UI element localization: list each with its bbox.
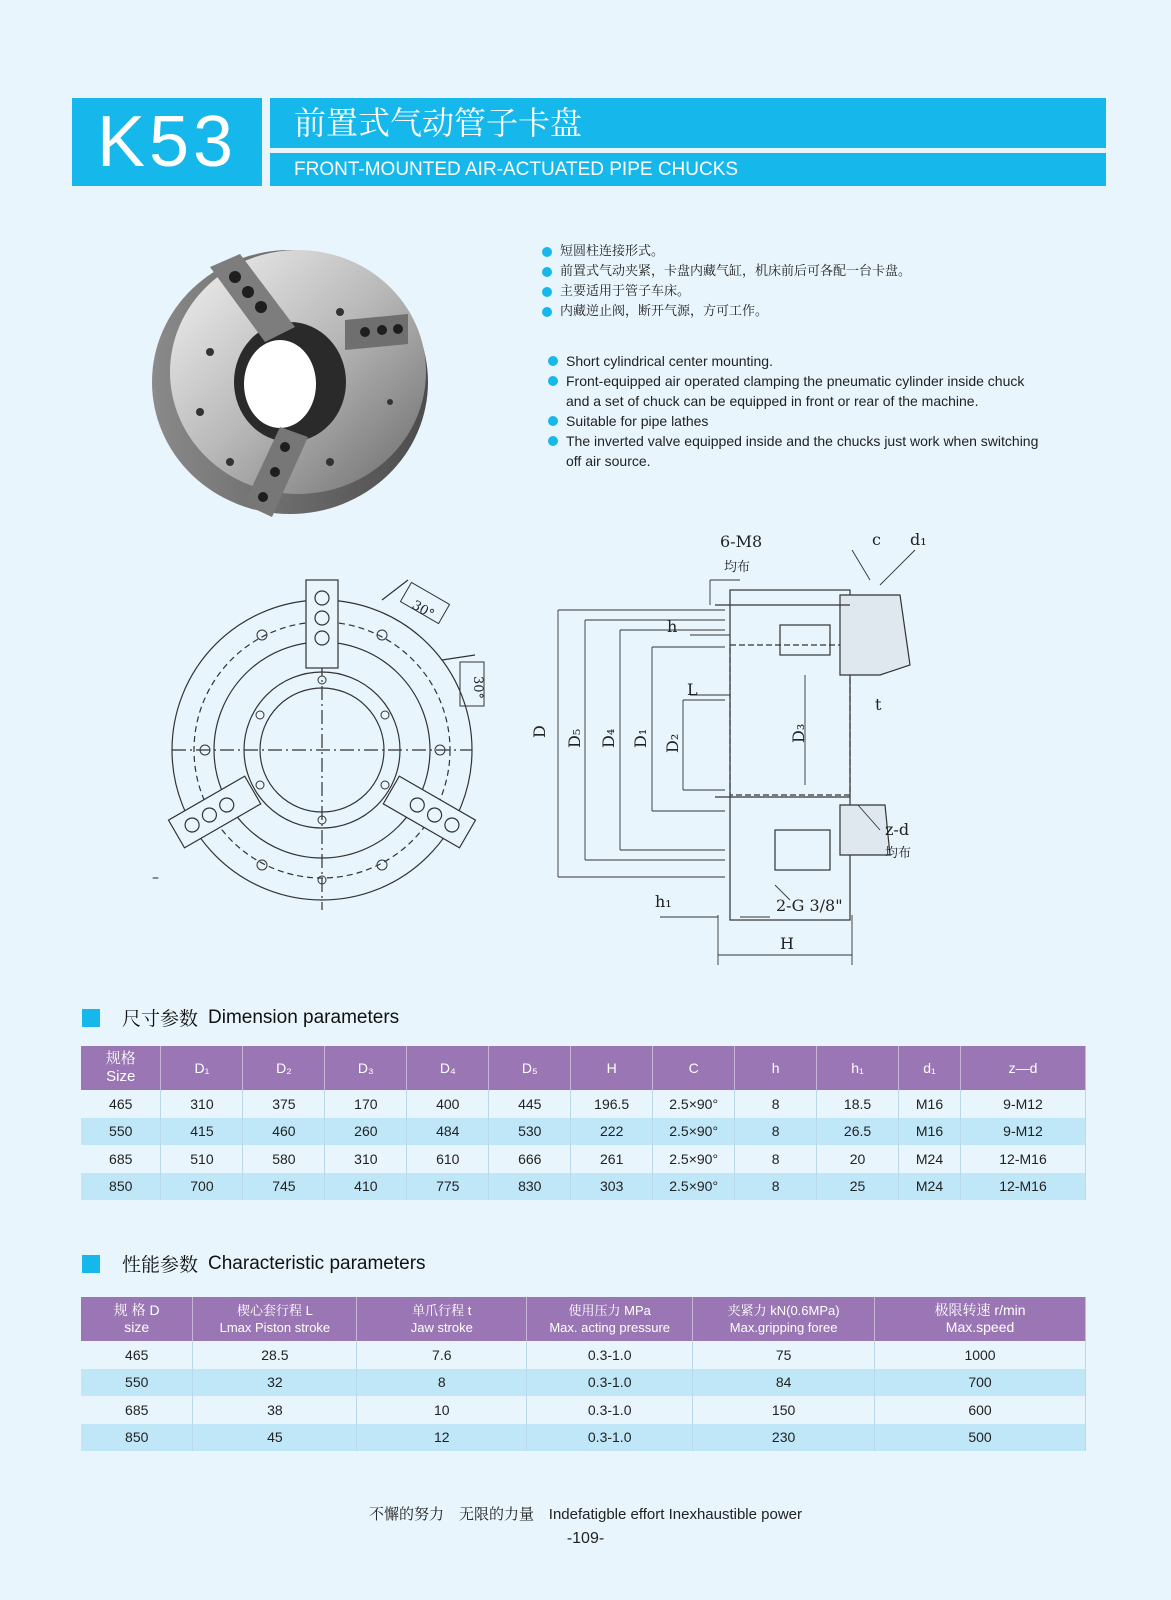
col-header (357, 1297, 527, 1341)
side-section-drawing (530, 530, 960, 980)
m8-label: 6-M8 (720, 532, 763, 551)
table-cell: 484 (407, 1118, 489, 1146)
table-cell: 530 (489, 1118, 571, 1146)
footer-slogan (0, 1503, 1171, 1524)
col-header: D₅ (489, 1046, 571, 1090)
col-header: z—d (961, 1046, 1086, 1090)
features-en-list (546, 351, 1046, 471)
D1-label: D₁ (631, 728, 650, 748)
col-header (693, 1297, 875, 1341)
characteristic-title-cn: 性能参数 (122, 1254, 199, 1276)
table-cell: 550 (81, 1369, 193, 1397)
col-header-cn: 规 格 D (113, 1302, 160, 1318)
col-header: 规格 Size (81, 1046, 161, 1090)
table-cell: 685 (81, 1145, 161, 1173)
table-cell: 2.5×90° (653, 1118, 735, 1146)
zd-note: 均布 (885, 846, 912, 861)
table-cell: 666 (489, 1145, 571, 1173)
table-cell: 150 (693, 1396, 875, 1424)
dimension-body (81, 1090, 1086, 1200)
table-cell: 8 (735, 1090, 817, 1118)
col-header-en: Max. acting pressure (549, 1320, 671, 1335)
table-cell: 550 (81, 1118, 161, 1146)
dimension-heading (82, 1004, 399, 1031)
section-marker (82, 1009, 100, 1027)
zd-label: z-d (885, 820, 910, 839)
table-cell: 8 (357, 1369, 527, 1397)
feature-cn-item: 主要适用于管子车床。 (540, 282, 1100, 302)
table-cell: 12-M16 (961, 1145, 1086, 1173)
feature-en-item: Short cylindrical center mounting. (546, 351, 1046, 371)
table-cell: 10 (357, 1396, 527, 1424)
col-header-cn: 楔心套行程 L (236, 1303, 313, 1318)
dimension-table (81, 1046, 1086, 1200)
table-cell: 170 (325, 1090, 407, 1118)
dash-mark: – (152, 870, 159, 886)
table-cell: M24 (899, 1173, 961, 1201)
col-header-cn: 单爪行程 t (412, 1303, 472, 1318)
table-cell: 850 (81, 1424, 193, 1452)
table-cell: 600 (875, 1396, 1086, 1424)
table-cell: 610 (407, 1145, 489, 1173)
table-cell: 0.3-1.0 (527, 1341, 693, 1369)
slogan-cn: 不懈的努力 无限的力量 (368, 1505, 534, 1523)
table-cell: 28.5 (193, 1341, 357, 1369)
table-cell: 700 (875, 1369, 1086, 1397)
table-cell: 261 (571, 1145, 653, 1173)
table-cell: 18.5 (817, 1090, 899, 1118)
table-row (81, 1090, 1086, 1118)
angle-label: 30° (409, 597, 437, 623)
H-label: H (780, 934, 794, 953)
table-cell: 465 (81, 1341, 193, 1369)
col-header: H (571, 1046, 653, 1090)
table-row (81, 1424, 1086, 1452)
angle-label: 30° (470, 676, 485, 700)
table-cell: 45 (193, 1424, 357, 1452)
col-header: d₁ (899, 1046, 961, 1090)
table-cell: 196.5 (571, 1090, 653, 1118)
table-cell: 32 (193, 1369, 357, 1397)
col-header-en: Jaw stroke (410, 1320, 473, 1335)
col-header (81, 1297, 193, 1341)
characteristic-header-row (81, 1297, 1086, 1341)
h-label: h (667, 617, 678, 636)
table-cell: 222 (571, 1118, 653, 1146)
t-label: t (875, 695, 882, 714)
table-cell: 2.5×90° (653, 1090, 735, 1118)
table-row (81, 1341, 1086, 1369)
col-header-en: Max.speed (945, 1319, 1015, 1335)
col-header-cn: 使用压力 MPa (568, 1303, 651, 1318)
dimension-header-row (81, 1046, 1086, 1090)
table-cell: 1000 (875, 1341, 1086, 1369)
table-row (81, 1173, 1086, 1201)
table-cell: 580 (243, 1145, 325, 1173)
characteristic-table (81, 1297, 1086, 1451)
table-cell: 400 (407, 1090, 489, 1118)
col-header: h (735, 1046, 817, 1090)
table-cell: 850 (81, 1173, 161, 1201)
feature-en-item: The inverted valve equipped inside and the chucks just work when switching off air source. (546, 431, 1046, 471)
table-cell: 12-M16 (961, 1173, 1086, 1201)
product-code: K53 (72, 98, 262, 186)
table-cell: 415 (161, 1118, 243, 1146)
table-cell: 303 (571, 1173, 653, 1201)
col-header-cn: 极限转速 r/min (934, 1302, 1026, 1318)
D3-label: D₃ (789, 723, 808, 743)
page-number: -109- (566, 1530, 605, 1547)
table-cell: 0.3-1.0 (527, 1396, 693, 1424)
front-view-drawing (150, 580, 520, 900)
feature-en-item: Suitable for pipe lathes (546, 411, 1046, 431)
col-header (875, 1297, 1086, 1341)
table-row (81, 1369, 1086, 1397)
D4-label: D₄ (599, 728, 618, 748)
table-cell: 745 (243, 1173, 325, 1201)
D2-label: D₂ (663, 733, 682, 753)
table-cell: 410 (325, 1173, 407, 1201)
table-cell: M16 (899, 1090, 961, 1118)
col-header: D₄ (407, 1046, 489, 1090)
table-cell: 26.5 (817, 1118, 899, 1146)
feature-cn-item: 短圆柱连接形式。 (540, 242, 1100, 262)
table-cell: 8 (735, 1173, 817, 1201)
table-cell: M24 (899, 1145, 961, 1173)
characteristic-body (81, 1341, 1086, 1451)
table-row (81, 1118, 1086, 1146)
col-header-cn: 夹紧力 kN(0.6MPa) (727, 1303, 840, 1318)
table-cell: 7.6 (357, 1341, 527, 1369)
features-cn-list (540, 242, 1100, 322)
L-label: L (687, 680, 698, 699)
table-cell: 75 (693, 1341, 875, 1369)
h1-label: h₁ (655, 892, 672, 911)
table-row (81, 1145, 1086, 1173)
table-cell: 0.3-1.0 (527, 1369, 693, 1397)
col-header: C (653, 1046, 735, 1090)
table-cell: 310 (161, 1090, 243, 1118)
table-cell: 38 (193, 1396, 357, 1424)
table-cell: 500 (875, 1424, 1086, 1452)
table-cell: 8 (735, 1118, 817, 1146)
characteristic-title-en: Characteristic parameters (208, 1252, 426, 1274)
table-cell: 465 (81, 1090, 161, 1118)
feature-cn-item: 前置式气动夹紧，卡盘内藏气缸，机床前后可各配一台卡盘。 (540, 262, 1100, 282)
table-cell: 84 (693, 1369, 875, 1397)
dimension-title-en: Dimension parameters (208, 1006, 400, 1028)
g-label: 2-G 3/8" (776, 896, 843, 915)
col-header-en: Lmax Piston stroke (219, 1320, 331, 1335)
table-cell: 0.3-1.0 (527, 1424, 693, 1452)
characteristic-heading (82, 1250, 426, 1277)
table-cell: 700 (161, 1173, 243, 1201)
col-header-en: Max.gripping foree (729, 1320, 838, 1335)
table-cell: 8 (735, 1145, 817, 1173)
table-cell: 9-M12 (961, 1118, 1086, 1146)
d1-label: d₁ (910, 530, 927, 549)
D5-label: D₅ (565, 728, 584, 748)
slogan-en: Indefatigble effort Inexhaustible power (548, 1506, 803, 1523)
title-en: FRONT-MOUNTED AIR-ACTUATED PIPE CHUCKS (270, 153, 1106, 186)
c-label: c (872, 530, 881, 549)
table-cell: 445 (489, 1090, 571, 1118)
col-header: h₁ (817, 1046, 899, 1090)
col-header (527, 1297, 693, 1341)
col-header-en: size (124, 1319, 150, 1335)
table-cell: 685 (81, 1396, 193, 1424)
col-header (193, 1297, 357, 1341)
feature-cn-item: 内藏逆止阀，断开气源，方可工作。 (540, 302, 1100, 322)
table-cell: 12 (357, 1424, 527, 1452)
table-cell: 775 (407, 1173, 489, 1201)
m8-note: 均布 (724, 560, 751, 575)
col-header: D₁ (161, 1046, 243, 1090)
table-cell: 9-M12 (961, 1090, 1086, 1118)
section-marker (82, 1255, 100, 1273)
table-cell: 2.5×90° (653, 1173, 735, 1201)
title-cn: 前置式气动管子卡盘 (270, 98, 1106, 148)
feature-en-item: Front-equipped air operated clamping the pneumatic cylinder inside chuck and a set of chuck can be equipped in front or rear of the machine. (546, 371, 1046, 411)
col-header: D₂ (243, 1046, 325, 1090)
table-cell: 375 (243, 1090, 325, 1118)
table-cell: 25 (817, 1173, 899, 1201)
dimension-title-cn: 尺寸参数 (122, 1008, 199, 1030)
col-header: D₃ (325, 1046, 407, 1090)
table-cell: 460 (243, 1118, 325, 1146)
table-cell: 510 (161, 1145, 243, 1173)
table-cell: 830 (489, 1173, 571, 1201)
table-cell: 230 (693, 1424, 875, 1452)
table-cell: M16 (899, 1118, 961, 1146)
D-label: D (530, 725, 549, 738)
table-cell: 20 (817, 1145, 899, 1173)
table-cell: 2.5×90° (653, 1145, 735, 1173)
chuck-photo (140, 232, 425, 522)
table-cell: 310 (325, 1145, 407, 1173)
table-row (81, 1396, 1086, 1424)
table-cell: 260 (325, 1118, 407, 1146)
